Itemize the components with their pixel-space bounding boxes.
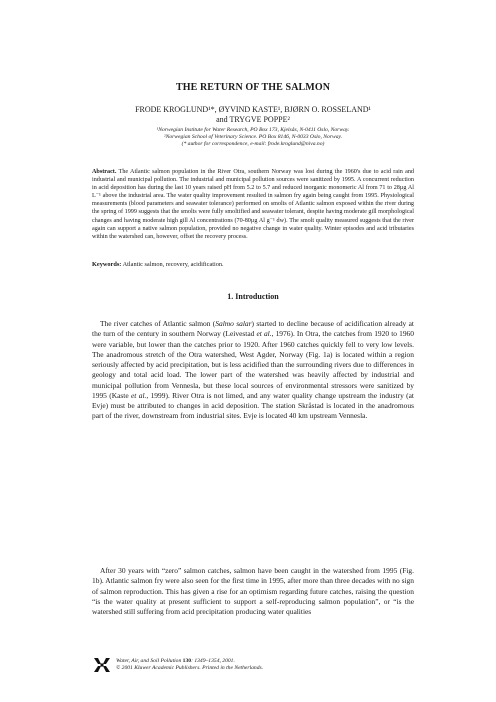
- page-footer: [92, 656, 414, 682]
- species-name: Salmo salar: [215, 319, 252, 328]
- author-list: [92, 105, 414, 124]
- journal-name: Water, Air, and Soil Pollution: [116, 658, 183, 664]
- keywords-label: Keywords:: [92, 261, 122, 268]
- journal-volume: 130: [182, 658, 192, 664]
- body-paragraph-2: After 30 years with “zero” salmon catches, salmon have been caught in the watershed from 1995 (Fig. 1b). Atlantic salmon fry were also seen for the first time in 1995, after more than three decades with no sign of salmon reproduction. This has given a rise for an optimism regarding future catches, raising the question “is the water quality at present sufficient to support a self-reproducing salmon population”, or “is the watershed still suffering from acid precipitation producing water qualities: [92, 566, 414, 616]
- affiliation-2: ²Norwegian School of Veterinary Science. PO Box 8146, N-0033 Oslo, Norway.: [163, 134, 343, 141]
- journal-pages: : 1349–1354, 2001.: [191, 658, 235, 664]
- affiliations: [92, 127, 414, 149]
- affiliation-1: ¹Norwegian Institute for Water Research, PO Box 173, Kjelsås, N-0411 Oslo, Norway.: [156, 127, 350, 133]
- keywords-text: Atlantic salmon, recovery, acidification.: [122, 261, 224, 268]
- p1-text-d: , 1999). River Otra is not limed, and any water quality change upstream the industry (at Evje) must be attributed to changes in acid deposition. The station Skråstad is located in the anadromous part of the river, downstream from industrial sites. Evje is located 40 km upstream Vennesla.: [92, 390, 415, 421]
- citation-etal: et al.: [131, 390, 147, 400]
- section-heading-introduction: 1. Introduction: [227, 292, 279, 301]
- copyright-line: © 2001 Kluwer Academic Publishers. Printed in the Netherlands.: [116, 665, 264, 672]
- p1-text-a: The river catches of Atlantic salmon (: [100, 319, 216, 328]
- authors-line-2: and TRYGVE POPPE²: [216, 114, 290, 124]
- authors-line-1: FRODE KROGLUND¹*, ØYVIND KASTE¹, BJØRN O. ROSSELAND¹: [135, 105, 371, 114]
- kluwer-logo-icon: [92, 656, 112, 674]
- correspondence-note: (* author for correspondence, e-mail: frode.kroglund@niva.no): [181, 141, 325, 148]
- body-paragraph-1: [92, 319, 414, 422]
- keywords: [92, 261, 414, 268]
- journal-citation: [116, 658, 263, 672]
- abstract-text: The Atlantic salmon population in the River Otra, southern Norway was lost during the 1960's due to acid rain and industrial and municipal pollution. The industrial and municipal pollution sources were sanitized by 1995. A concurrent reduction in acid deposition has during the last 10 years raised pH from 5.2 to 5.7 and reduced inorganic monomeric Al from 71 to 28µg Al L⁻¹ above the industrial area. The water quality improvement resulted in salmon fry again being caught from 1995. Physiological measurements (blood parameters and seawater tolerance) performed on smolts of Atlantic salmon exposed within the river during the spring of 1999 suggests that the smolts were fully smoltified and seawater tolerant, despite having moderate gill morphological changes and having moderate high gill Al concentrations (70-80µg Al g⁻¹ dw). The smolt quality measured suggests that the river again can support a native salmon population, provided no negative change in water quality. Winter episodes and acid tributaries within the watershed can, however, offset the recovery process.: [92, 169, 414, 240]
- p1-text-b: ) started to decline because of acidification already at the turn of the century in southern Norway (Leivestad: [92, 319, 414, 339]
- p1-text-c: , 1976). In Otra, the catches from 1920 to 1960 were variable, but lower than the catches prior to 1920. After 1960 catches quickly fell to very low levels. The anadromous stretch of the Otra watershed, West Agder, Norway (Fig. 1a) is located within a region seriously affected by acid precipitation, but is less acidified than the surrounding rivers due to differences in geology and total acid load. The lower part of the watershed was heavily affected by industrial and municipal pollution from Vennesla, but these local sources of environmental stressors were sanitized by 1995 (Kaste: [92, 329, 414, 400]
- abstract-label: Abstract.: [92, 169, 117, 175]
- citation-etal: et al.: [256, 329, 272, 339]
- paper-title: THE RETURN OF THE SALMON: [175, 82, 331, 93]
- abstract: [92, 168, 414, 241]
